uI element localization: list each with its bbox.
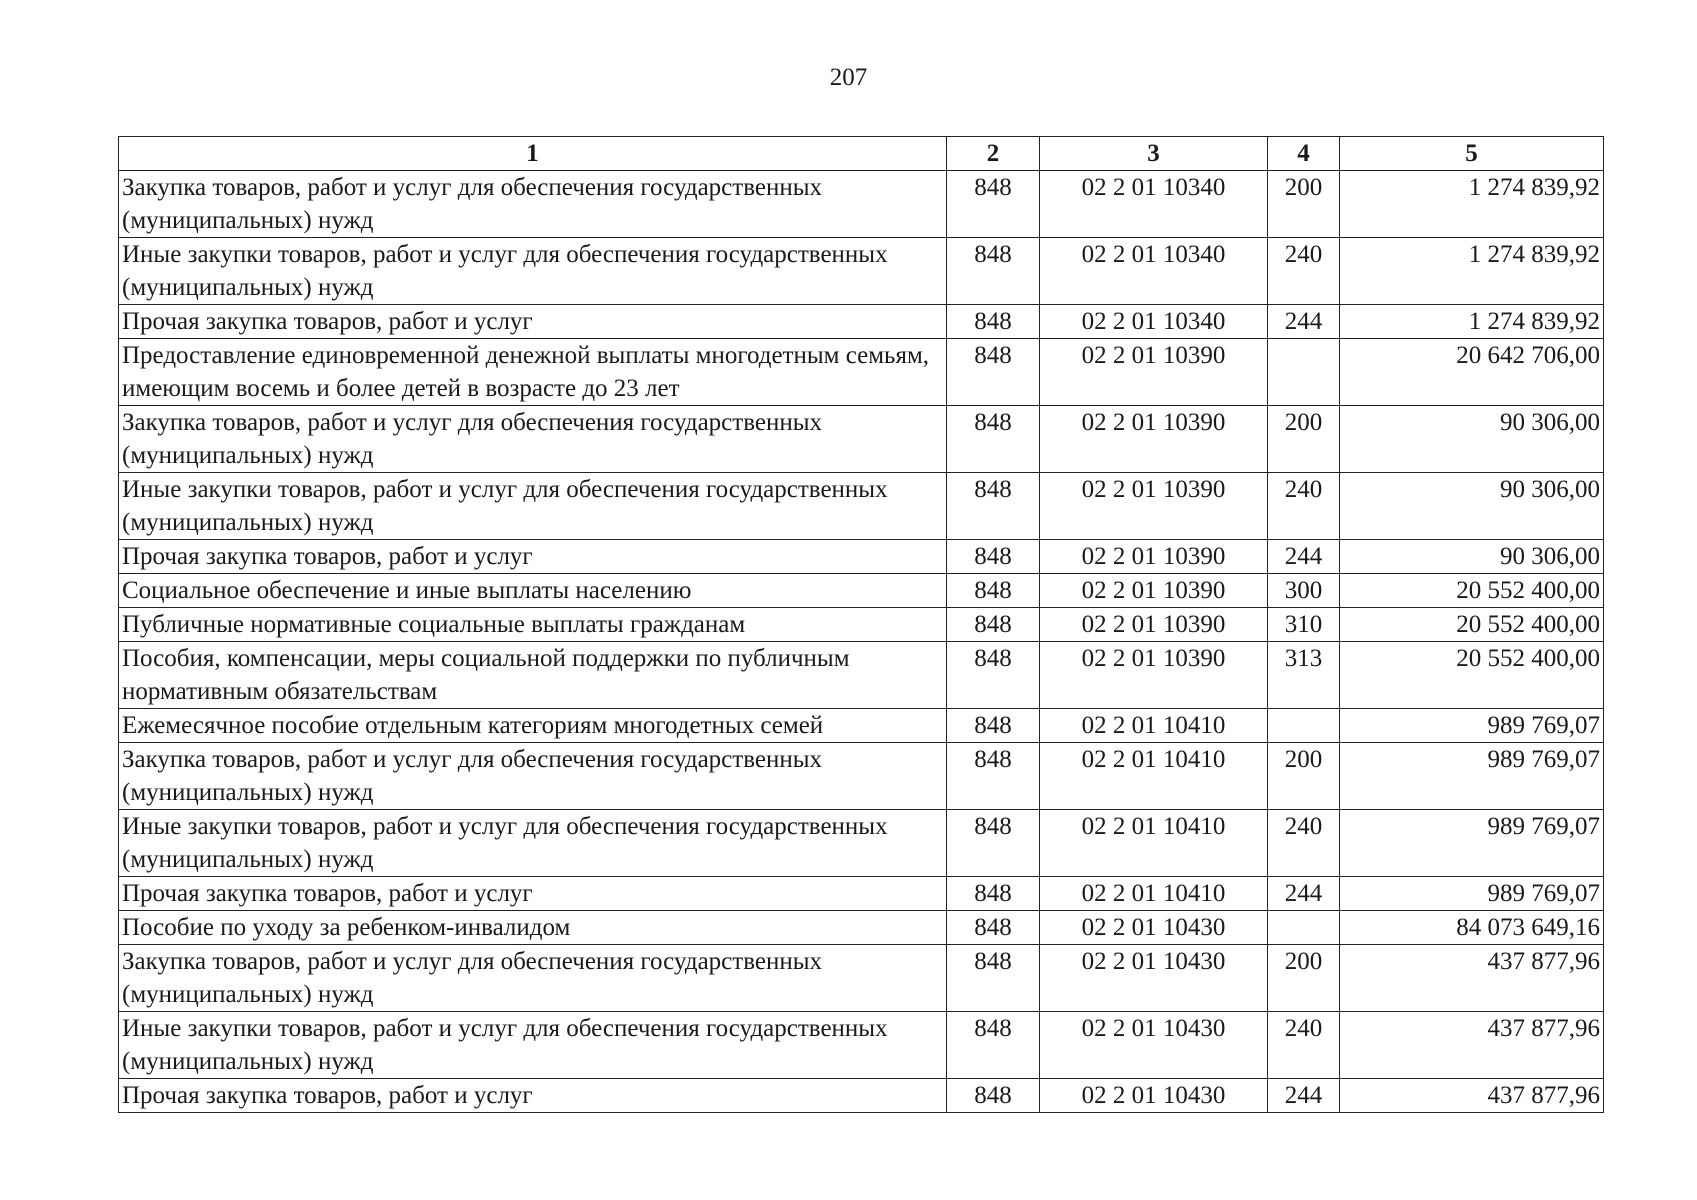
row-target-code: 02 2 01 10430 <box>1040 1012 1268 1079</box>
row-name: Прочая закупка товаров, работ и услуг <box>119 877 947 911</box>
row-expense-type <box>1268 339 1340 406</box>
row-expense-type: 240 <box>1268 810 1340 877</box>
row-expense-type: 244 <box>1268 1079 1340 1113</box>
table-row <box>119 810 1604 877</box>
row-admin-code: 848 <box>947 945 1040 1012</box>
table-row <box>119 540 1604 574</box>
row-amount: 1 274 839,92 <box>1340 305 1604 339</box>
table-row <box>119 877 1604 911</box>
row-amount: 1 274 839,92 <box>1340 238 1604 305</box>
row-admin-code: 848 <box>947 171 1040 238</box>
row-amount: 90 306,00 <box>1340 473 1604 540</box>
row-admin-code: 848 <box>947 305 1040 339</box>
row-expense-type: 300 <box>1268 574 1340 608</box>
row-target-code: 02 2 01 10410 <box>1040 709 1268 743</box>
row-expense-type: 240 <box>1268 238 1340 305</box>
row-amount: 437 877,96 <box>1340 945 1604 1012</box>
column-header-2: 2 <box>947 137 1040 171</box>
row-amount: 90 306,00 <box>1340 406 1604 473</box>
table-row <box>119 709 1604 743</box>
table-row <box>119 171 1604 238</box>
row-admin-code: 848 <box>947 238 1040 305</box>
row-target-code: 02 2 01 10430 <box>1040 945 1268 1012</box>
row-admin-code: 848 <box>947 473 1040 540</box>
row-expense-type: 240 <box>1268 473 1340 540</box>
column-header-1: 1 <box>119 137 947 171</box>
row-target-code: 02 2 01 10340 <box>1040 171 1268 238</box>
row-name: Иные закупки товаров, работ и услуг для обеспечения государственных (муниципальных) нужд <box>119 238 947 305</box>
row-name: Закупка товаров, работ и услуг для обеспечения государственных (муниципальных) нужд <box>119 406 947 473</box>
table-row <box>119 406 1604 473</box>
row-expense-type: 240 <box>1268 1012 1340 1079</box>
row-name: Прочая закупка товаров, работ и услуг <box>119 305 947 339</box>
row-expense-type: 310 <box>1268 608 1340 642</box>
row-admin-code: 848 <box>947 608 1040 642</box>
row-target-code: 02 2 01 10430 <box>1040 1079 1268 1113</box>
row-amount: 989 769,07 <box>1340 877 1604 911</box>
row-amount: 989 769,07 <box>1340 743 1604 810</box>
page-number: 207 <box>829 64 868 91</box>
table-row <box>119 305 1604 339</box>
row-target-code: 02 2 01 10390 <box>1040 608 1268 642</box>
row-name: Закупка товаров, работ и услуг для обеспечения государственных (муниципальных) нужд <box>119 743 947 810</box>
row-amount: 437 877,96 <box>1340 1079 1604 1113</box>
row-admin-code: 848 <box>947 810 1040 877</box>
budget-table <box>118 136 1604 1113</box>
row-name: Социальное обеспечение и иные выплаты населению <box>119 574 947 608</box>
column-header-4: 4 <box>1268 137 1340 171</box>
row-amount: 20 552 400,00 <box>1340 574 1604 608</box>
row-amount: 1 274 839,92 <box>1340 171 1604 238</box>
row-admin-code: 848 <box>947 339 1040 406</box>
row-name: Прочая закупка товаров, работ и услуг <box>119 1079 947 1113</box>
table-header-row <box>119 137 1604 171</box>
row-name: Пособия, компенсации, меры социальной поддержки по публичным нормативным обязательствам <box>119 642 947 709</box>
column-header-5: 5 <box>1340 137 1604 171</box>
row-name: Иные закупки товаров, работ и услуг для обеспечения государственных (муниципальных) нужд <box>119 1012 947 1079</box>
table-row <box>119 238 1604 305</box>
table-row <box>119 945 1604 1012</box>
row-expense-type: 244 <box>1268 877 1340 911</box>
table-row <box>119 911 1604 945</box>
row-amount: 20 552 400,00 <box>1340 642 1604 709</box>
row-amount: 20 642 706,00 <box>1340 339 1604 406</box>
row-target-code: 02 2 01 10410 <box>1040 877 1268 911</box>
row-admin-code: 848 <box>947 1012 1040 1079</box>
table-row <box>119 642 1604 709</box>
row-expense-type: 313 <box>1268 642 1340 709</box>
row-admin-code: 848 <box>947 540 1040 574</box>
row-target-code: 02 2 01 10390 <box>1040 406 1268 473</box>
row-target-code: 02 2 01 10390 <box>1040 642 1268 709</box>
row-name: Предоставление единовременной денежной выплаты многодетным семьям, имеющим восемь и более детей в возрасте до 23 лет <box>119 339 947 406</box>
row-expense-type: 200 <box>1268 743 1340 810</box>
row-name: Закупка товаров, работ и услуг для обеспечения государственных (муниципальных) нужд <box>119 171 947 238</box>
row-amount: 437 877,96 <box>1340 1012 1604 1079</box>
row-admin-code: 848 <box>947 877 1040 911</box>
row-name: Закупка товаров, работ и услуг для обеспечения государственных (муниципальных) нужд <box>119 945 947 1012</box>
row-name: Ежемесячное пособие отдельным категориям многодетных семей <box>119 709 947 743</box>
row-admin-code: 848 <box>947 743 1040 810</box>
table-row <box>119 574 1604 608</box>
row-name: Пособие по уходу за ребенком-инвалидом <box>119 911 947 945</box>
row-admin-code: 848 <box>947 1079 1040 1113</box>
row-target-code: 02 2 01 10340 <box>1040 238 1268 305</box>
row-admin-code: 848 <box>947 911 1040 945</box>
row-target-code: 02 2 01 10410 <box>1040 743 1268 810</box>
table-row <box>119 1079 1604 1113</box>
table-row <box>119 743 1604 810</box>
row-name: Прочая закупка товаров, работ и услуг <box>119 540 947 574</box>
row-amount: 90 306,00 <box>1340 540 1604 574</box>
row-expense-type: 244 <box>1268 305 1340 339</box>
column-header-3: 3 <box>1040 137 1268 171</box>
row-name: Публичные нормативные социальные выплаты гражданам <box>119 608 947 642</box>
table-row <box>119 1012 1604 1079</box>
table-row <box>119 473 1604 540</box>
table-row <box>119 339 1604 406</box>
row-target-code: 02 2 01 10390 <box>1040 574 1268 608</box>
row-target-code: 02 2 01 10390 <box>1040 473 1268 540</box>
row-amount: 989 769,07 <box>1340 709 1604 743</box>
row-admin-code: 848 <box>947 642 1040 709</box>
row-target-code: 02 2 01 10390 <box>1040 339 1268 406</box>
row-amount: 84 073 649,16 <box>1340 911 1604 945</box>
row-admin-code: 848 <box>947 406 1040 473</box>
row-admin-code: 848 <box>947 574 1040 608</box>
row-admin-code: 848 <box>947 709 1040 743</box>
row-expense-type <box>1268 911 1340 945</box>
row-target-code: 02 2 01 10340 <box>1040 305 1268 339</box>
row-target-code: 02 2 01 10410 <box>1040 810 1268 877</box>
row-name: Иные закупки товаров, работ и услуг для обеспечения государственных (муниципальных) нужд <box>119 810 947 877</box>
row-amount: 989 769,07 <box>1340 810 1604 877</box>
table-row <box>119 608 1604 642</box>
row-target-code: 02 2 01 10430 <box>1040 911 1268 945</box>
row-expense-type: 200 <box>1268 171 1340 238</box>
row-expense-type: 244 <box>1268 540 1340 574</box>
row-expense-type: 200 <box>1268 945 1340 1012</box>
row-expense-type: 200 <box>1268 406 1340 473</box>
row-expense-type <box>1268 709 1340 743</box>
row-amount: 20 552 400,00 <box>1340 608 1604 642</box>
row-target-code: 02 2 01 10390 <box>1040 540 1268 574</box>
row-name: Иные закупки товаров, работ и услуг для обеспечения государственных (муниципальных) нужд <box>119 473 947 540</box>
